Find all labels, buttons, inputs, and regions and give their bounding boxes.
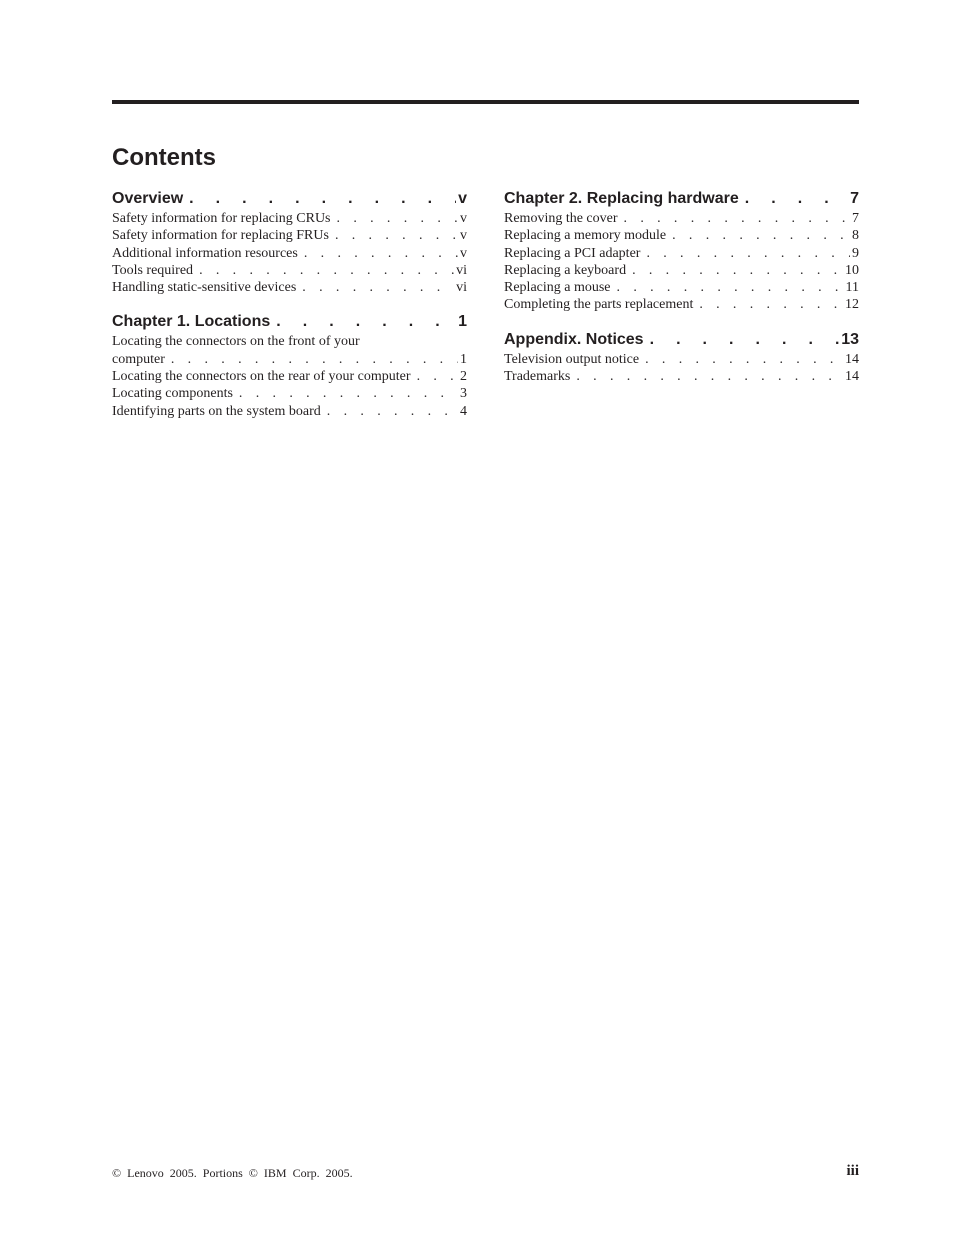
- toc-entry[interactable]: Identifying parts on the system board . . . 4: [112, 403, 467, 420]
- toc-entry[interactable]: Removing the cover . . . 7: [504, 210, 859, 227]
- toc-heading-chapter-1[interactable]: Chapter 1. Locations . . . 1: [112, 311, 467, 333]
- toc-entry[interactable]: Safety information for replacing CRUs . . . v: [112, 210, 467, 227]
- toc-entry[interactable]: Tools required . . . vi: [112, 262, 467, 279]
- toc-entry[interactable]: Safety information for replacing FRUs . . . v: [112, 227, 467, 244]
- toc-heading-overview[interactable]: Overview . . . v: [112, 188, 467, 210]
- toc-entry[interactable]: Trademarks . . . 14: [504, 368, 859, 385]
- toc-entry[interactable]: Replacing a mouse . . . 11: [504, 279, 859, 296]
- toc-section-overview: [112, 188, 467, 296]
- footer-copyright: © Lenovo 2005. Portions © IBM Corp. 2005.: [112, 1166, 353, 1180]
- toc-left-column: [112, 188, 467, 435]
- toc-entry[interactable]: Television output notice . . . 14: [504, 351, 859, 368]
- toc-entry[interactable]: Replacing a memory module . . . 8: [504, 227, 859, 244]
- toc-entry[interactable]: Completing the parts replacement . . . 12: [504, 296, 859, 313]
- toc-entry-wrapped-line-1[interactable]: Locating the connectors on the front of your: [112, 334, 360, 350]
- page-number: iii: [846, 1163, 859, 1179]
- toc-right-column: [504, 188, 859, 400]
- toc-heading-chapter-2[interactable]: Chapter 2. Replacing hardware . . . 7: [504, 188, 859, 210]
- toc-entry-wrapped-line-2[interactable]: computer . . . 1: [112, 351, 467, 368]
- toc-entry[interactable]: Additional information resources . . . v: [112, 245, 467, 262]
- toc-section-chapter-2: [504, 188, 859, 314]
- toc-entry[interactable]: Replacing a PCI adapter . . . 9: [504, 245, 859, 262]
- toc-entry[interactable]: Locating the connectors on the rear of your computer . . . 2: [112, 368, 467, 385]
- toc-entry[interactable]: Handling static-sensitive devices . . . vi: [112, 279, 467, 296]
- toc-section-appendix: [504, 329, 859, 386]
- page-title: Contents: [112, 144, 216, 171]
- toc-heading-appendix[interactable]: Appendix. Notices . . . 13: [504, 329, 859, 351]
- toc-section-chapter-1: [112, 311, 467, 419]
- toc-entry[interactable]: Locating components . . . 3: [112, 385, 467, 402]
- toc-entry[interactable]: Replacing a keyboard . . . 10: [504, 262, 859, 279]
- header-rule: [112, 100, 859, 104]
